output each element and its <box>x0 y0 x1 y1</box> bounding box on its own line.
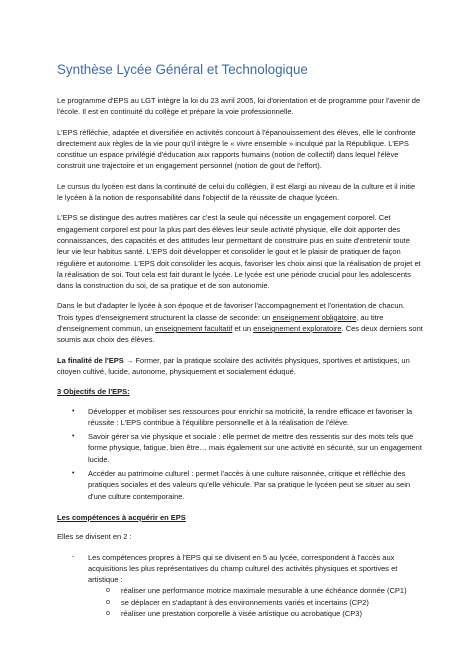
paragraph-finalite <box>57 355 423 378</box>
sub-list-item <box>88 597 423 608</box>
dash-icon: - <box>72 553 75 561</box>
bullet-icon: • <box>72 433 75 441</box>
list-item-text: Savoir gérer sa vie physique et sociale : elle permet de mettre des ressentis sur des mots tels que forme physique, fatigue, bien être… mais également sur une activité en sécurité, sur un engagement lucide. <box>88 432 422 464</box>
competences-heading: Les compétences à acquérir en EPS <box>57 512 186 522</box>
paragraph-cursus: Le cursus du lycéen est dans la continuité de celui du collégien, il est élargi au niveau de la culture et il initie le lycéen à la notion de responsabilité dans l'objectif de la réussite de chaque lycéen. <box>57 181 416 203</box>
underlined-obligatoire: enseignement obligatoire <box>272 312 357 322</box>
paragraph-engagement: L'EPS se distingue des autres matières car c'est la seule qui nécessite un engagement corporel. Cet engagement corporel est pour la plus part des élèves leur seule activité physique, elle doit apporter des connaissances, des capacités et des attitudes leur permettant de construire puis en suite d'entretenir toute leur vie leur habitus santé. L'EPS doit développer et consolider le gout et le plaisir de pratiquer de façon régulière et autonome. L'EPS doit consolider les acquis, favoriser les choix ainsi que la réalisation de projet et la réalisation de soi. Tout cela est fait durant le lycée. Le lycée est une période crucial pour les adolescents dans la construction du soi, de sa pratique et de son autonomie. <box>57 213 421 291</box>
finalite-label: La finalité de l'EPS <box>57 355 126 365</box>
finalite-text: Former, par la pratique scolaire des activités physiques, sportives et artistiques, un citoyen cultivé, lucide, autonome, physiquement et socialement éduqué. <box>57 355 410 376</box>
text-fragment: . Ces deux derniers sont soumis aux choix des élèves. <box>57 324 423 345</box>
circle-bullet-icon: o <box>106 598 110 606</box>
document-body <box>57 62 423 629</box>
text-fragment: Dans le but d'adapter le lycée à son époque et de favoriser l'accompagnement et l'orientation de chacun. Trois types d'enseignement structurent la classe de seconde: un <box>57 301 405 322</box>
text-fragment: , au titre d'enseignement commun, un <box>57 312 384 334</box>
text-fragment: et un <box>232 324 254 334</box>
list-item-text: Développer et mobiliser ses ressources pour enrichir sa motricité, la rendre efficace et favoriser la réussite : L'EPS contribue à l'équilibre personnelle et à la réalisation de l'élève. <box>88 406 413 427</box>
list-item-text: Les compétences propres à l'EPS qui se divisent en 5 au lycée, correspondent à l'accès aux acquisitions les plus représentatives du champ culturel des activités physiques et sportives et artistique : <box>88 552 398 585</box>
competences-sublist <box>88 585 423 619</box>
circle-bullet-icon: o <box>106 587 110 595</box>
list-item <box>57 431 423 465</box>
sub-list-item-text: se déplacer en s'adaptant à des environnements variés et incertains (CP2) <box>121 597 369 607</box>
arrow-icon: → <box>125 355 134 365</box>
paragraph-eps-role: L'EPS réfléchie, adaptée et diversifiée en activités concourt à l'épanouissement des élèves, elle le confronte directement aux règles de la vie pour qu'il intègre le « vivre ensemble » inculqué par la République. L'EPS constitue un espace privilégié d'éducation aux rapports humains (notion de collectif) dans lequel l'élève construit une trajectoire et un engagement personnel (notion de gout de l'effort). <box>57 127 416 171</box>
list-item <box>57 552 423 620</box>
competences-list <box>57 552 423 620</box>
sub-list-item <box>88 585 423 596</box>
bullet-icon: • <box>72 470 75 478</box>
list-item <box>57 468 423 502</box>
sub-list-item <box>88 608 423 619</box>
circle-bullet-icon: o <box>106 609 110 617</box>
document-title: Synthèse Lycée Général et Technologique <box>57 62 308 77</box>
bullet-icon: • <box>72 407 75 415</box>
list-item <box>57 406 423 429</box>
competences-intro: Elles se divisent en 2 : <box>57 532 132 542</box>
underlined-exploratoire: enseignement exploratoire <box>253 324 342 334</box>
objectives-heading: 3 Objectifs de l'EPS: <box>57 387 130 397</box>
objectives-list <box>57 406 423 502</box>
sub-list-item-text: réaliser une prestation corporelle à visée artistique ou acrobatique (CP3) <box>121 608 362 618</box>
sub-list-item-text: réaliser une performance motrice maximale mesurable à une échéance donnée (CP1) <box>121 586 407 596</box>
underlined-facultatif: enseignement facultatif <box>155 324 233 334</box>
list-item-text: Accéder au patrimoine culturel : permet l'accès à une culture raisonnée, critique et réfléchie des pratiques sociales et des valeurs qu'elle véhicule. Par sa pratique le lycéen peut se situer au sein d'une culture contemporaine. <box>88 469 411 501</box>
paragraph-intro: Le programme d'EPS au LGT intègre la loi du 23 avril 2005, loi d'orientation et de programme pour l'avenir de l'école. Il est en continuité du collège et prépare la voie professionnelle. <box>57 96 421 117</box>
paragraph-enseignements <box>57 300 423 345</box>
